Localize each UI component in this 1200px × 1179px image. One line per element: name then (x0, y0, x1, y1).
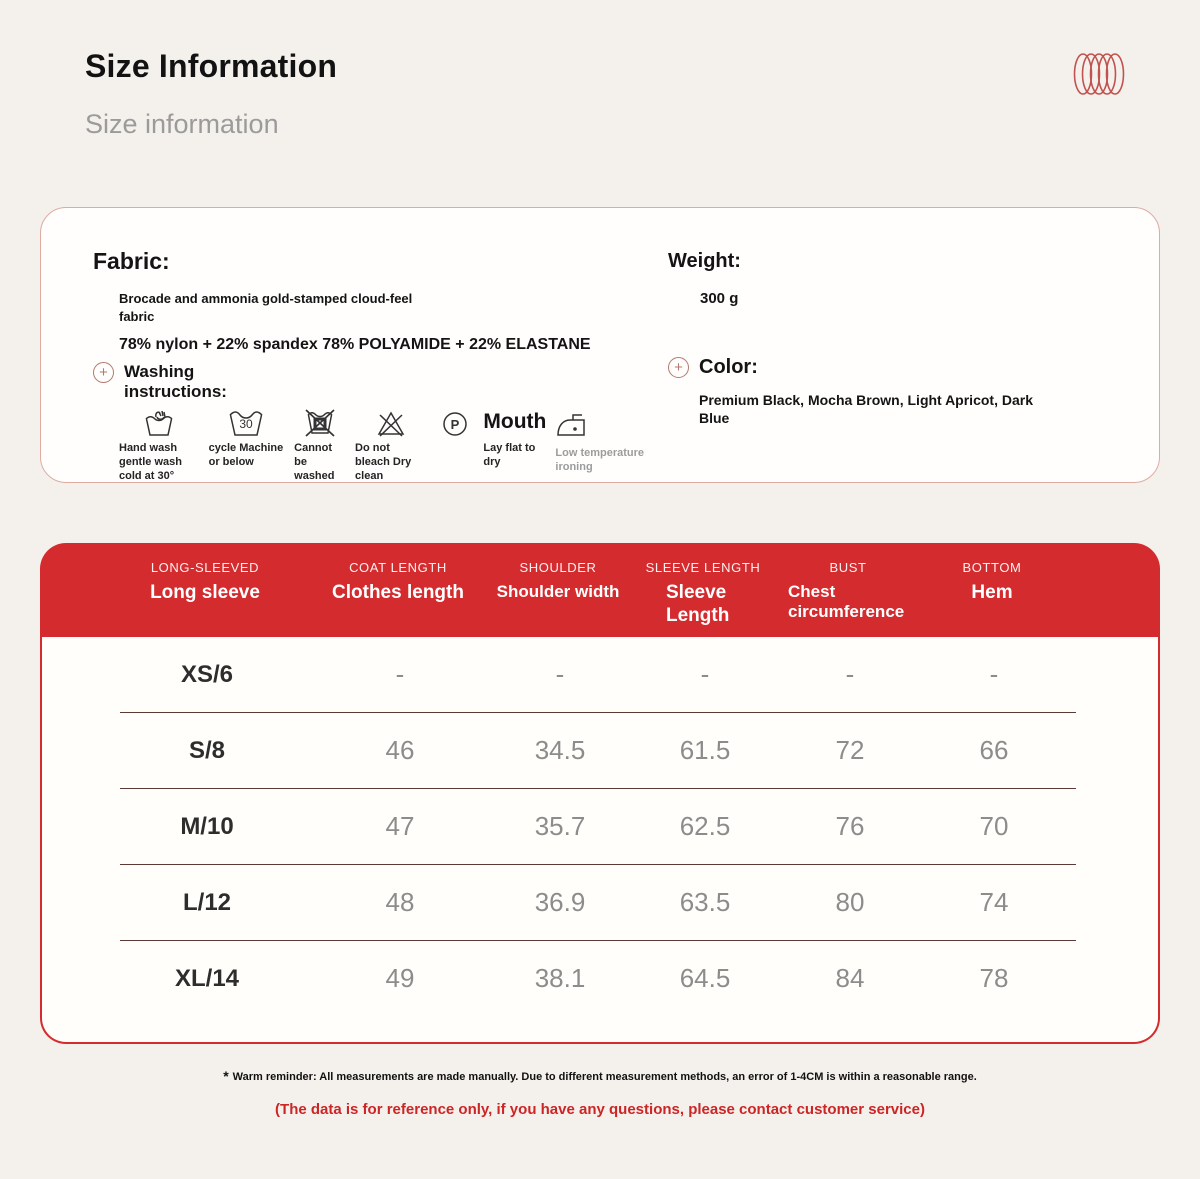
cell-value: 78 (979, 963, 1009, 993)
cell-value: 76 (835, 811, 865, 841)
plus-circle-icon: + (93, 362, 114, 383)
cell-value: 38.1 (534, 963, 586, 993)
reference-note: (The data is for reference only, if you have any questions, please contact customer service) (275, 1101, 925, 1118)
washing-caption: Low temperature ironing (555, 446, 645, 473)
column-header-sleeve-length (630, 560, 776, 637)
column-header-bottom: Clothes length (332, 582, 464, 603)
washing-item (355, 405, 427, 483)
column-header-top: SLEEVE LENGTH (645, 560, 761, 575)
washing-heading-row (93, 362, 668, 403)
svg-text:P: P (450, 416, 460, 432)
cell-value: - (700, 659, 710, 689)
page-title: Size Information (85, 48, 338, 84)
cell-value: 72 (835, 735, 865, 765)
size-table (40, 543, 1160, 1044)
column-header-top: BOTTOM (962, 560, 1022, 575)
fabric-washing-column (93, 248, 668, 483)
title-block (85, 48, 337, 140)
cell-value: 34.5 (534, 735, 586, 765)
do-not-wash-icon (294, 405, 345, 438)
cell-value: 46 (385, 735, 415, 765)
warm-reminder (0, 1068, 1200, 1084)
cell-value: - (845, 659, 855, 689)
weight-color-column (668, 248, 1129, 483)
column-header-bottom: Hem (971, 582, 1013, 603)
size-label: L/12 (182, 888, 232, 916)
cell-value: 63.5 (679, 887, 731, 917)
washing-caption: Hand wash gentle wash cold at 30° (119, 441, 182, 483)
column-header-clothes-length (310, 560, 486, 637)
cell-value: 62.5 (679, 811, 731, 841)
column-header-shoulder-width (486, 560, 630, 637)
table-row-l12 (42, 865, 1158, 940)
column-header-top: BUST (829, 560, 867, 575)
asterisk: * (223, 1068, 229, 1084)
size-label: M/10 (180, 812, 234, 840)
weight-value: 300 g (700, 290, 739, 307)
size-label: S/8 (188, 736, 226, 764)
color-heading: Color: (699, 356, 758, 378)
column-header-bottom: Long sleeve (150, 582, 260, 603)
size-table-header (40, 543, 1160, 637)
washing-item (555, 405, 658, 474)
washing-item (294, 405, 345, 483)
washing-item (119, 405, 199, 483)
cell-value: - (555, 659, 565, 689)
washing-caption: Cannot be washed (294, 441, 335, 483)
footer (0, 1068, 1200, 1118)
do-not-bleach-icon (355, 405, 427, 438)
size-label: XS/6 (180, 660, 234, 688)
table-row-s8 (42, 713, 1158, 788)
cell-value: 80 (835, 887, 865, 917)
machine-wash-30-icon (209, 405, 285, 438)
washing-heading: Washing instructions: (124, 362, 227, 402)
low-temp-iron-icon (555, 405, 658, 438)
washing-item (483, 405, 545, 469)
cell-value: 84 (835, 963, 865, 993)
svg-text:30: 30 (239, 416, 254, 431)
column-header-chest-circumference (776, 560, 920, 637)
cell-value: 48 (385, 887, 415, 917)
washing-item (437, 405, 473, 438)
washing-item (209, 405, 285, 469)
warm-reminder-text: Warm reminder: All measurements are made manually. Due to different measurement methods, an error of 1-4CM is within a reasonable range. (232, 1071, 977, 1083)
fabric-description: Brocade and ammonia gold-stamped cloud-feel fabric (119, 291, 413, 324)
column-header-bottom: Sleeve Length (666, 582, 730, 626)
table-row-m10 (42, 789, 1158, 864)
table-row-xs6 (42, 637, 1158, 712)
column-header-top: COAT LENGTH (349, 560, 447, 575)
column-header-top: LONG-SLEEVED (150, 560, 260, 575)
washing-caption: Lay flat to dry (483, 441, 536, 468)
dry-clean-icon (437, 405, 473, 438)
table-row-xl14 (42, 941, 1158, 1016)
cell-value: 36.9 (534, 887, 586, 917)
column-header-bottom: Chest circumference (788, 582, 905, 622)
column-header-top: SHOULDER (519, 560, 597, 575)
cell-value: 61.5 (679, 735, 731, 765)
cell-value: 35.7 (534, 811, 586, 841)
column-header-hem (920, 560, 1160, 637)
page-subtitle: Size information (85, 109, 279, 139)
size-label: XL/14 (174, 964, 240, 992)
fabric-composition: 78% nylon + 22% spandex 78% POLYAMIDE + 22% ELASTANE (119, 336, 591, 354)
hand-wash-icon (119, 405, 199, 438)
cell-value: 70 (979, 811, 1009, 841)
cell-value: - (989, 659, 999, 689)
column-header-long-sleeve (40, 560, 310, 637)
color-heading-row (668, 356, 1129, 379)
cell-value: 74 (979, 887, 1009, 917)
color-value: Premium Black, Mocha Brown, Light Apricot, Dark Blue (699, 392, 1033, 427)
spring-coil-icon (1072, 50, 1126, 98)
cell-value: 64.5 (679, 963, 731, 993)
plus-circle-icon: + (668, 357, 689, 378)
washing-icons-row (119, 405, 668, 483)
washing-caption: Do not bleach Dry clean (355, 441, 412, 483)
size-table-body (40, 637, 1160, 1044)
column-header-bottom: Shoulder width (496, 582, 620, 601)
product-info-card (40, 207, 1160, 483)
fabric-heading: Fabric: (93, 248, 170, 274)
washing-caption: cycle Machine or below (208, 441, 284, 468)
cell-value: - (395, 659, 405, 689)
cell-value: 49 (385, 963, 415, 993)
mouth-label: Mouth (483, 409, 547, 433)
weight-heading: Weight: (668, 250, 741, 272)
cell-value: 47 (385, 811, 415, 841)
cell-value: 66 (979, 735, 1009, 765)
